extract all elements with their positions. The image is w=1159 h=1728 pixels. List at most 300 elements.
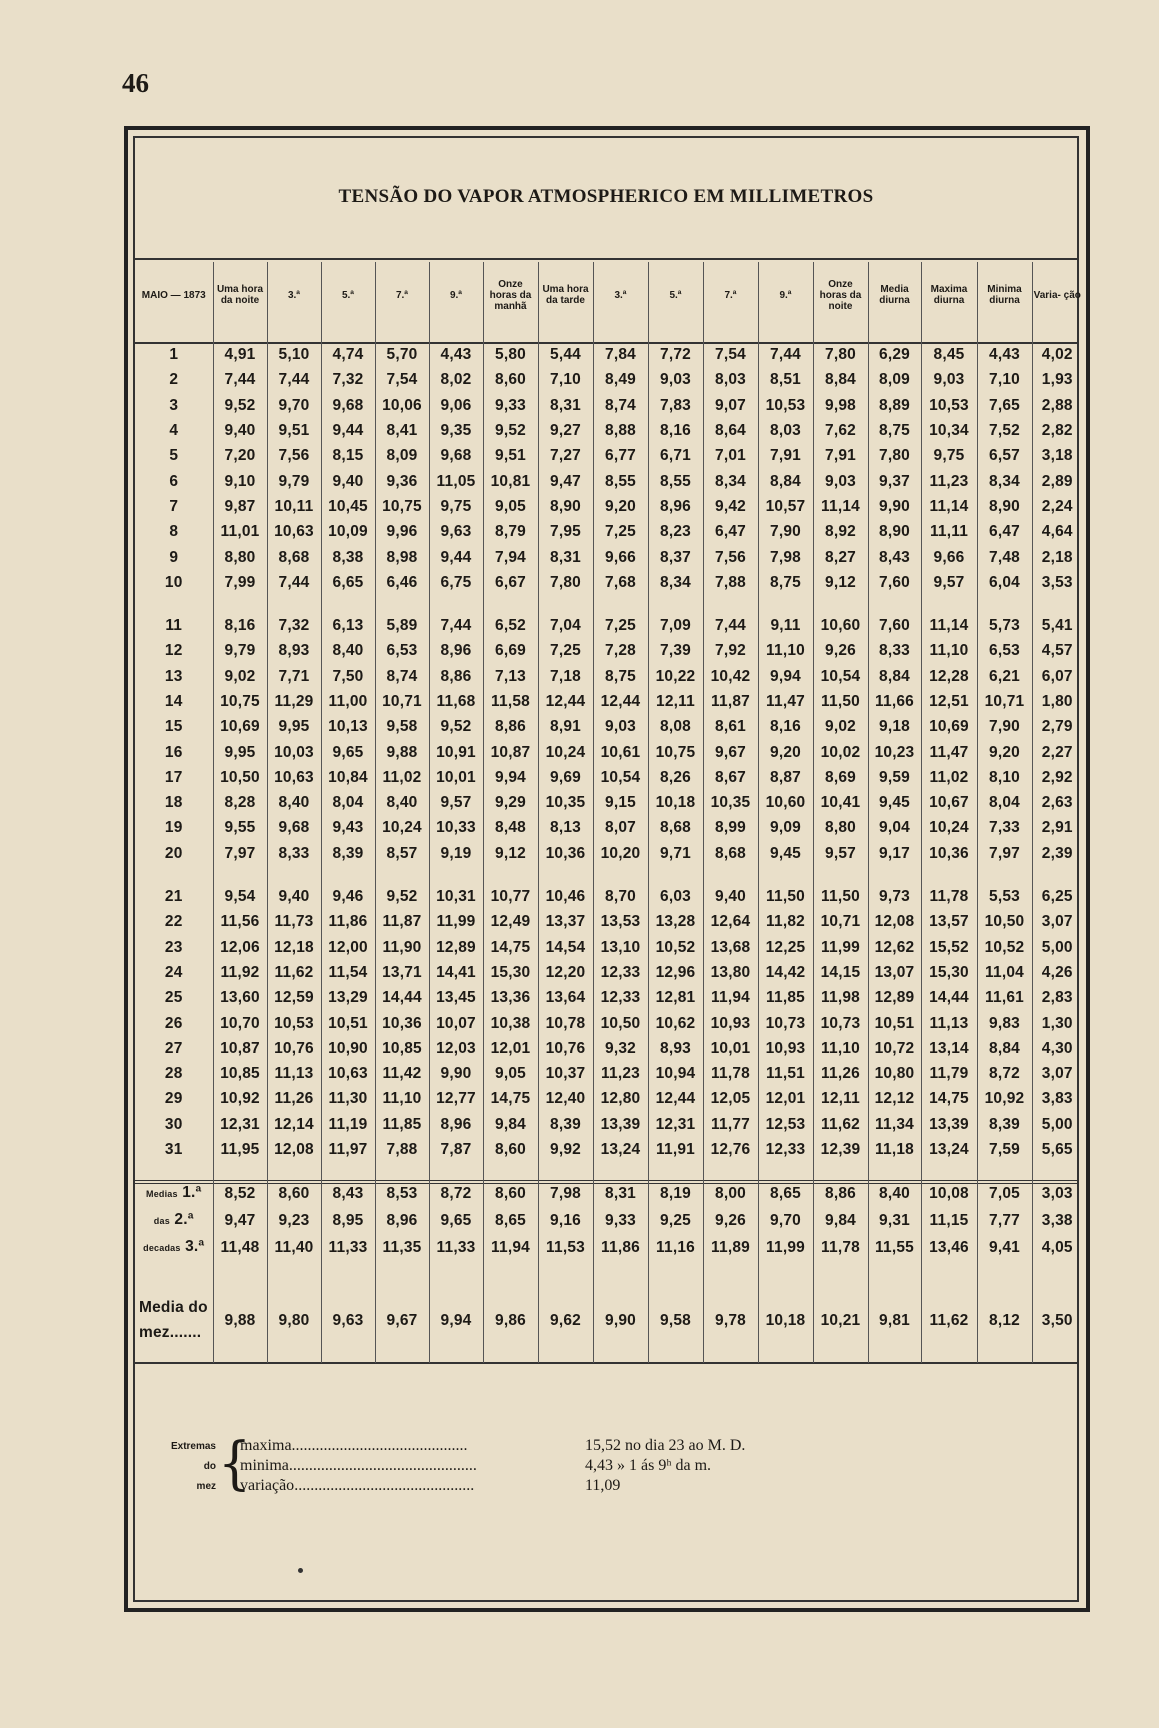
day-cell: 10 <box>164 573 183 591</box>
value-cell: 9,47 <box>538 468 593 493</box>
value-cell: 3,18 <box>1032 443 1082 468</box>
spacer-cell <box>648 1345 703 1363</box>
value-cell: 9,98 <box>813 393 868 418</box>
spacer-cell <box>1032 1261 1082 1279</box>
value-cell: 8,80 <box>813 815 868 840</box>
leader-dots: ............................................. <box>294 1477 475 1494</box>
value-cell: 11,33 <box>321 1234 375 1261</box>
value-cell: 2,39 <box>1032 841 1082 866</box>
value-cell: 10,62 <box>648 1010 703 1035</box>
value-cell: 8,84 <box>868 664 921 689</box>
table-row <box>135 570 1082 595</box>
value-cell: 8,33 <box>868 638 921 663</box>
spacer-cell <box>1032 1345 1082 1363</box>
spacer-cell <box>321 1162 375 1180</box>
table-row <box>135 664 1082 689</box>
decade-group-label: das <box>153 1216 170 1227</box>
value-cell: 6,75 <box>429 570 483 595</box>
value-cell: 3,07 <box>1032 1061 1082 1086</box>
value-cell: 3,38 <box>1032 1207 1082 1234</box>
value-cell: 10,60 <box>813 613 868 638</box>
vapor-tension-table <box>135 262 1082 1363</box>
value-cell: 7,65 <box>977 393 1032 418</box>
decade-mean-row <box>135 1180 1082 1207</box>
spacer-cell <box>921 1162 977 1180</box>
value-cell: 13,57 <box>921 909 977 934</box>
value-cell: 12,11 <box>648 689 703 714</box>
value-cell: 10,23 <box>868 739 921 764</box>
value-cell: 12,31 <box>648 1112 703 1137</box>
value-cell: 3,07 <box>1032 909 1082 934</box>
spacer-cell <box>868 1162 921 1180</box>
spacer-cell <box>267 1345 321 1363</box>
value-cell: 9,66 <box>593 544 648 569</box>
value-cell: 9,67 <box>703 739 758 764</box>
value-cell: 11,26 <box>813 1061 868 1086</box>
value-cell: 9,26 <box>703 1207 758 1234</box>
value-cell: 10,51 <box>868 1010 921 1035</box>
value-cell: 8,40 <box>267 790 321 815</box>
day-cell: 4 <box>169 422 179 440</box>
value-cell: 9,75 <box>921 443 977 468</box>
value-cell: 10,77 <box>483 884 538 909</box>
value-cell: 6,03 <box>648 884 703 909</box>
value-cell: 11,91 <box>648 1137 703 1162</box>
spacer-cell <box>813 866 868 884</box>
value-cell: 7,94 <box>483 544 538 569</box>
value-cell: 8,48 <box>483 815 538 840</box>
value-cell: 13,46 <box>921 1234 977 1261</box>
value-cell: 8,68 <box>703 841 758 866</box>
value-cell: 10,54 <box>593 765 648 790</box>
value-cell: 9,26 <box>813 638 868 663</box>
value-cell: 11,16 <box>648 1234 703 1261</box>
value-cell: 12,06 <box>213 935 267 960</box>
value-cell: 8,79 <box>483 519 538 544</box>
decade-label <box>135 1207 213 1234</box>
value-cell: 8,03 <box>758 418 813 443</box>
spacer-cell <box>267 1162 321 1180</box>
value-cell: 5,10 <box>267 342 321 367</box>
value-cell: 11,42 <box>375 1061 429 1086</box>
table-row <box>135 985 1082 1010</box>
value-cell: 9,83 <box>977 1010 1032 1035</box>
value-cell: 6,25 <box>1032 884 1082 909</box>
value-cell: 7,80 <box>538 570 593 595</box>
spacer-row <box>135 328 1082 342</box>
value-cell: 8,60 <box>483 1180 538 1207</box>
value-cell: 9,11 <box>758 613 813 638</box>
value-cell: 8,93 <box>267 638 321 663</box>
spacer-cell <box>538 328 593 342</box>
rule-below-title <box>133 258 1079 260</box>
value-cell: 8,31 <box>538 544 593 569</box>
spacer-cell <box>758 1279 813 1295</box>
value-cell: 8,34 <box>648 570 703 595</box>
value-cell: 10,93 <box>703 1010 758 1035</box>
value-cell: 8,84 <box>758 468 813 493</box>
value-cell: 9,42 <box>703 494 758 519</box>
value-cell: 9,03 <box>813 468 868 493</box>
value-cell: 12,40 <box>538 1086 593 1111</box>
day-cell: 2 <box>169 371 179 389</box>
value-cell: 11,97 <box>321 1137 375 1162</box>
spacer-cell <box>321 866 375 884</box>
spacer-cell <box>375 1261 429 1279</box>
value-cell: 8,04 <box>977 790 1032 815</box>
value-cell: 12,01 <box>483 1036 538 1061</box>
spacer-cell <box>758 1345 813 1363</box>
value-cell: 7,33 <box>977 815 1032 840</box>
value-cell: 8,87 <box>758 765 813 790</box>
value-cell: 10,81 <box>483 468 538 493</box>
value-cell: 10,57 <box>758 494 813 519</box>
table-row <box>135 714 1082 739</box>
spacer-cell <box>868 1279 921 1295</box>
value-cell: 9,33 <box>483 393 538 418</box>
value-cell: 9,70 <box>758 1207 813 1234</box>
value-cell: 7,98 <box>538 1180 593 1207</box>
value-cell: 8,57 <box>375 841 429 866</box>
value-cell: 9,27 <box>538 418 593 443</box>
value-cell: 8,92 <box>813 519 868 544</box>
spacer-cell <box>538 1345 593 1363</box>
spacer-cell <box>321 1279 375 1295</box>
value-cell: 9,04 <box>868 815 921 840</box>
spacer-cell <box>703 866 758 884</box>
value-cell: 12,89 <box>868 985 921 1010</box>
value-cell: 8,75 <box>868 418 921 443</box>
header-row <box>135 262 1082 328</box>
value-cell: 11,50 <box>813 689 868 714</box>
value-cell: 1,30 <box>1032 1010 1082 1035</box>
value-cell: 9,12 <box>813 570 868 595</box>
value-cell: 11,11 <box>921 519 977 544</box>
spacer-cell <box>921 1261 977 1279</box>
value-cell: 10,92 <box>977 1086 1032 1111</box>
value-cell: 12,51 <box>921 689 977 714</box>
table-row <box>135 613 1082 638</box>
value-cell: 10,63 <box>321 1061 375 1086</box>
value-cell: 2,63 <box>1032 790 1082 815</box>
value-cell: 6,53 <box>375 638 429 663</box>
value-cell: 10,73 <box>758 1010 813 1035</box>
value-cell: 8,09 <box>375 443 429 468</box>
spacer-cell <box>375 1162 429 1180</box>
value-cell: 9,40 <box>267 884 321 909</box>
value-cell: 10,35 <box>703 790 758 815</box>
value-cell: 8,49 <box>593 367 648 392</box>
value-cell: 8,34 <box>977 468 1032 493</box>
value-cell: 2,89 <box>1032 468 1082 493</box>
value-cell: 7,90 <box>758 519 813 544</box>
value-cell: 8,61 <box>703 714 758 739</box>
value-cell: 7,54 <box>703 342 758 367</box>
value-cell: 10,07 <box>429 1010 483 1035</box>
value-cell: 11,29 <box>267 689 321 714</box>
value-cell: 8,39 <box>977 1112 1032 1137</box>
value-cell: 12,80 <box>593 1086 648 1111</box>
extremes-name: variação <box>240 1477 295 1494</box>
value-cell: 12,05 <box>703 1086 758 1111</box>
value-cell: 7,25 <box>593 519 648 544</box>
value-cell: 9,95 <box>213 739 267 764</box>
value-cell: 7,99 <box>213 570 267 595</box>
spacer-cell <box>703 1345 758 1363</box>
spacer-cell <box>267 595 321 613</box>
value-cell: 13,64 <box>538 985 593 1010</box>
value-cell: 2,92 <box>1032 765 1082 790</box>
day-cell: 24 <box>164 963 183 981</box>
value-cell: 10,87 <box>213 1036 267 1061</box>
spacer-cell <box>758 595 813 613</box>
value-cell: 10,42 <box>703 664 758 689</box>
value-cell: 11,23 <box>593 1061 648 1086</box>
table-row <box>135 1137 1082 1162</box>
value-cell: 10,52 <box>977 935 1032 960</box>
value-cell: 11,61 <box>977 985 1032 1010</box>
extremes-brace: { <box>218 1431 252 1497</box>
spacer-cell <box>538 1279 593 1295</box>
value-cell: 9,95 <box>267 714 321 739</box>
value-cell: 10,63 <box>267 519 321 544</box>
value-cell: 14,75 <box>921 1086 977 1111</box>
value-cell: 7,80 <box>813 342 868 367</box>
value-cell: 11,98 <box>813 985 868 1010</box>
value-cell: 9,17 <box>868 841 921 866</box>
value-cell: 10,78 <box>538 1010 593 1035</box>
value-cell: 6,69 <box>483 638 538 663</box>
value-cell: 8,40 <box>868 1180 921 1207</box>
column-header: Onze horas da noite <box>813 262 868 328</box>
spacer-cell <box>429 1345 483 1363</box>
value-cell: 12,14 <box>267 1112 321 1137</box>
value-cell: 7,90 <box>977 714 1032 739</box>
value-cell: 9,80 <box>267 1295 321 1345</box>
value-cell: 12,31 <box>213 1112 267 1137</box>
spacer-cell <box>1032 328 1082 342</box>
value-cell: 11,87 <box>375 909 429 934</box>
value-cell: 11,34 <box>868 1112 921 1137</box>
spacer-cell <box>538 1162 593 1180</box>
value-cell: 11,10 <box>813 1036 868 1061</box>
value-cell: 8,43 <box>321 1180 375 1207</box>
value-cell: 9,69 <box>538 765 593 790</box>
spacer-cell <box>977 866 1032 884</box>
table-row <box>135 544 1082 569</box>
value-cell: 9,58 <box>648 1295 703 1345</box>
value-cell: 14,54 <box>538 935 593 960</box>
column-header: Onze horas da manhã <box>483 262 538 328</box>
table-row <box>135 935 1082 960</box>
value-cell: 9,94 <box>429 1295 483 1345</box>
value-cell: 7,56 <box>703 544 758 569</box>
value-cell: 12,28 <box>921 664 977 689</box>
value-cell: 12,49 <box>483 909 538 934</box>
table-row <box>135 1061 1082 1086</box>
day-cell: 30 <box>164 1115 183 1133</box>
value-cell: 7,28 <box>593 638 648 663</box>
decade-group-label: decadas <box>143 1243 181 1254</box>
value-cell: 11,00 <box>321 689 375 714</box>
value-cell: 9,81 <box>868 1295 921 1345</box>
value-cell: 9,68 <box>267 815 321 840</box>
value-cell: 3,03 <box>1032 1180 1082 1207</box>
value-cell: 12,44 <box>593 689 648 714</box>
value-cell: 11,79 <box>921 1061 977 1086</box>
value-cell: 9,37 <box>868 468 921 493</box>
value-cell: 9,19 <box>429 841 483 866</box>
value-cell: 8,65 <box>483 1207 538 1234</box>
value-cell: 8,10 <box>977 765 1032 790</box>
table-row <box>135 909 1082 934</box>
day-cell: 21 <box>164 888 183 906</box>
value-cell: 9,46 <box>321 884 375 909</box>
value-cell: 11,01 <box>213 519 267 544</box>
value-cell: 13,24 <box>593 1137 648 1162</box>
column-header: 3.ª <box>593 262 648 328</box>
value-cell: 11,94 <box>483 1234 538 1261</box>
value-cell: 10,71 <box>375 689 429 714</box>
value-cell: 8,37 <box>648 544 703 569</box>
value-cell: 7,48 <box>977 544 1032 569</box>
value-cell: 11,62 <box>267 960 321 985</box>
value-cell: 8,90 <box>977 494 1032 519</box>
value-cell: 9,71 <box>648 841 703 866</box>
value-cell: 11,18 <box>868 1137 921 1162</box>
column-header: 5.ª <box>648 262 703 328</box>
value-cell: 9,63 <box>429 519 483 544</box>
spacer-cell <box>483 328 538 342</box>
month-mean-label-line: Media do <box>139 1299 208 1317</box>
value-cell: 11,02 <box>375 765 429 790</box>
value-cell: 9,55 <box>213 815 267 840</box>
spacer-cell <box>321 1261 375 1279</box>
value-cell: 9,90 <box>593 1295 648 1345</box>
spacer-cell <box>977 1345 1032 1363</box>
value-cell: 9,03 <box>648 367 703 392</box>
value-cell: 9,67 <box>375 1295 429 1345</box>
spacer-cell <box>813 595 868 613</box>
value-cell: 7,10 <box>538 367 593 392</box>
spacer-cell <box>703 328 758 342</box>
value-cell: 1,93 <box>1032 367 1082 392</box>
value-cell: 13,45 <box>429 985 483 1010</box>
value-cell: 10,92 <box>213 1086 267 1111</box>
spacer-cell <box>977 1279 1032 1295</box>
value-cell: 7,27 <box>538 443 593 468</box>
spacer-cell <box>977 1162 1032 1180</box>
value-cell: 11,51 <box>758 1061 813 1086</box>
value-cell: 8,19 <box>648 1180 703 1207</box>
value-cell: 4,26 <box>1032 960 1082 985</box>
day-cell: 25 <box>164 989 183 1007</box>
value-cell: 5,00 <box>1032 935 1082 960</box>
table-row <box>135 418 1082 443</box>
value-cell: 9,90 <box>868 494 921 519</box>
value-cell: 10,24 <box>921 815 977 840</box>
value-cell: 9,54 <box>213 884 267 909</box>
column-header: 7.ª <box>375 262 429 328</box>
table-row <box>135 1036 1082 1061</box>
value-cell: 12,20 <box>538 960 593 985</box>
value-cell: 11,14 <box>921 494 977 519</box>
value-cell: 14,75 <box>483 935 538 960</box>
column-header: 9.ª <box>758 262 813 328</box>
value-cell: 7,13 <box>483 664 538 689</box>
value-cell: 12,01 <box>758 1086 813 1111</box>
value-cell: 9,41 <box>977 1234 1032 1261</box>
value-cell: 9,90 <box>429 1061 483 1086</box>
value-cell: 10,36 <box>375 1010 429 1035</box>
value-cell: 9,36 <box>375 468 429 493</box>
decade-mean-row <box>135 1207 1082 1234</box>
value-cell: 8,98 <box>375 544 429 569</box>
value-cell: 5,89 <box>375 613 429 638</box>
value-cell: 8,96 <box>375 1207 429 1234</box>
value-cell: 13,37 <box>538 909 593 934</box>
value-cell: 8,02 <box>429 367 483 392</box>
spacer-row <box>135 1162 1082 1180</box>
table-row <box>135 367 1082 392</box>
value-cell: 11,78 <box>703 1061 758 1086</box>
spacer-cell <box>375 328 429 342</box>
spacer-cell <box>135 866 213 884</box>
value-cell: 12,44 <box>538 689 593 714</box>
column-header: Maxima diurna <box>921 262 977 328</box>
value-cell: 9,51 <box>267 418 321 443</box>
value-cell: 7,59 <box>977 1137 1032 1162</box>
value-cell: 12,33 <box>593 985 648 1010</box>
value-cell: 11,50 <box>758 884 813 909</box>
decade-label <box>135 1180 213 1207</box>
decade-ordinal: 3.ª <box>185 1238 205 1256</box>
value-cell: 10,71 <box>977 689 1032 714</box>
value-cell: 10,21 <box>813 1295 868 1345</box>
day-cell: 23 <box>164 938 183 956</box>
value-cell: 11,77 <box>703 1112 758 1137</box>
value-cell: 13,36 <box>483 985 538 1010</box>
spacer-cell <box>977 1261 1032 1279</box>
column-header: 7.ª <box>703 262 758 328</box>
value-cell: 9,70 <box>267 393 321 418</box>
value-cell: 8,09 <box>868 367 921 392</box>
value-cell: 10,76 <box>267 1036 321 1061</box>
value-cell: 6,47 <box>977 519 1032 544</box>
value-cell: 8,84 <box>813 367 868 392</box>
value-cell: 11,30 <box>321 1086 375 1111</box>
value-cell: 4,43 <box>977 342 1032 367</box>
value-cell: 10,69 <box>921 714 977 739</box>
value-cell: 9,23 <box>267 1207 321 1234</box>
value-cell: 7,25 <box>538 638 593 663</box>
value-cell: 7,50 <box>321 664 375 689</box>
spacer-cell <box>813 1261 868 1279</box>
value-cell: 11,90 <box>375 935 429 960</box>
value-cell: 5,70 <box>375 342 429 367</box>
value-cell: 10,01 <box>703 1036 758 1061</box>
value-cell: 8,60 <box>267 1180 321 1207</box>
value-cell: 7,62 <box>813 418 868 443</box>
value-cell: 9,68 <box>429 443 483 468</box>
column-header: 9.ª <box>429 262 483 328</box>
value-cell: 7,92 <box>703 638 758 663</box>
value-cell: 8,90 <box>868 519 921 544</box>
spacer-cell <box>921 328 977 342</box>
spacer-cell <box>703 1261 758 1279</box>
value-cell: 9,40 <box>703 884 758 909</box>
value-cell: 10,67 <box>921 790 977 815</box>
